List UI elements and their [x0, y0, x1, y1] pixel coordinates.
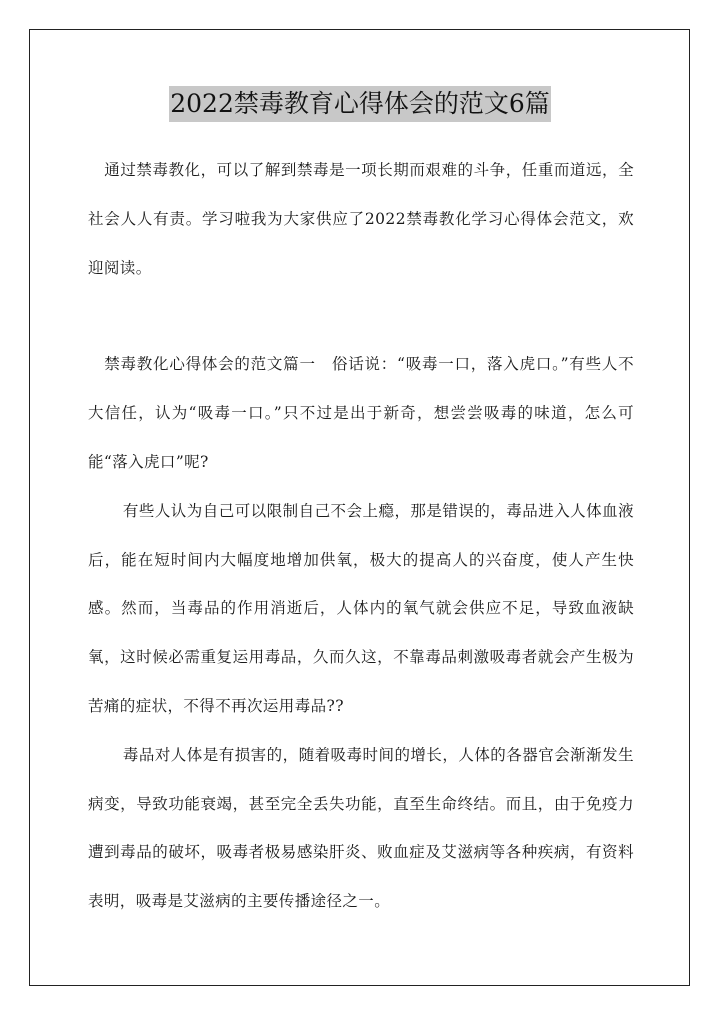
paragraph-spacer	[88, 292, 634, 340]
paragraph-intro: 通过禁毒教化，可以了解到禁毒是一项长期而艰难的斗争，任重而道远，全社会人人有责。学习啦我为大家供应了2022禁毒教化学习心得体会范文，欢迎阅读。	[88, 161, 634, 277]
document-title: 2022禁毒教育心得体会的范文6篇	[169, 86, 551, 122]
paragraph-health-harm: 毒品对人体是有损害的，随着吸毒时间的增长，人体的各器官会渐渐发生病变，导致功能衰竭，甚至完全丢失功能，直至生命终结。而且，由于免疫力遭到毒品的破坏，吸毒者极易感染肝炎、败血症及艾滋病等各种疾病，有资料表明，吸毒是艾滋病的主要传播途径之一。	[88, 745, 634, 911]
paragraph-addiction: 有些人认为自己可以限制自己不会上瘾，那是错误的，毒品进入人体血液后，能在短时间内大幅度地增加供氧，极大的提高人的兴奋度，使人产生快感。然而，当毒品的作用消逝后，人体内的氧气就会供应不足，导致血液缺氧，这时候必需重复运用毒品，久而久这，不靠毒品刺激吸毒者就会产生极为苦痛的症状，不得不再次运用毒品??	[88, 501, 634, 715]
paragraph-essay-one-opening: 禁毒教化心得体会的范文篇一 俗话说：“吸毒一口，落入虎口。”有些人不大信任，认为“吸毒一口。”只不过是出于新奇，想尝尝吸毒的味道，怎么可能“落入虎口”呢?	[88, 355, 634, 471]
document-body	[88, 146, 634, 926]
title-container	[0, 86, 720, 122]
